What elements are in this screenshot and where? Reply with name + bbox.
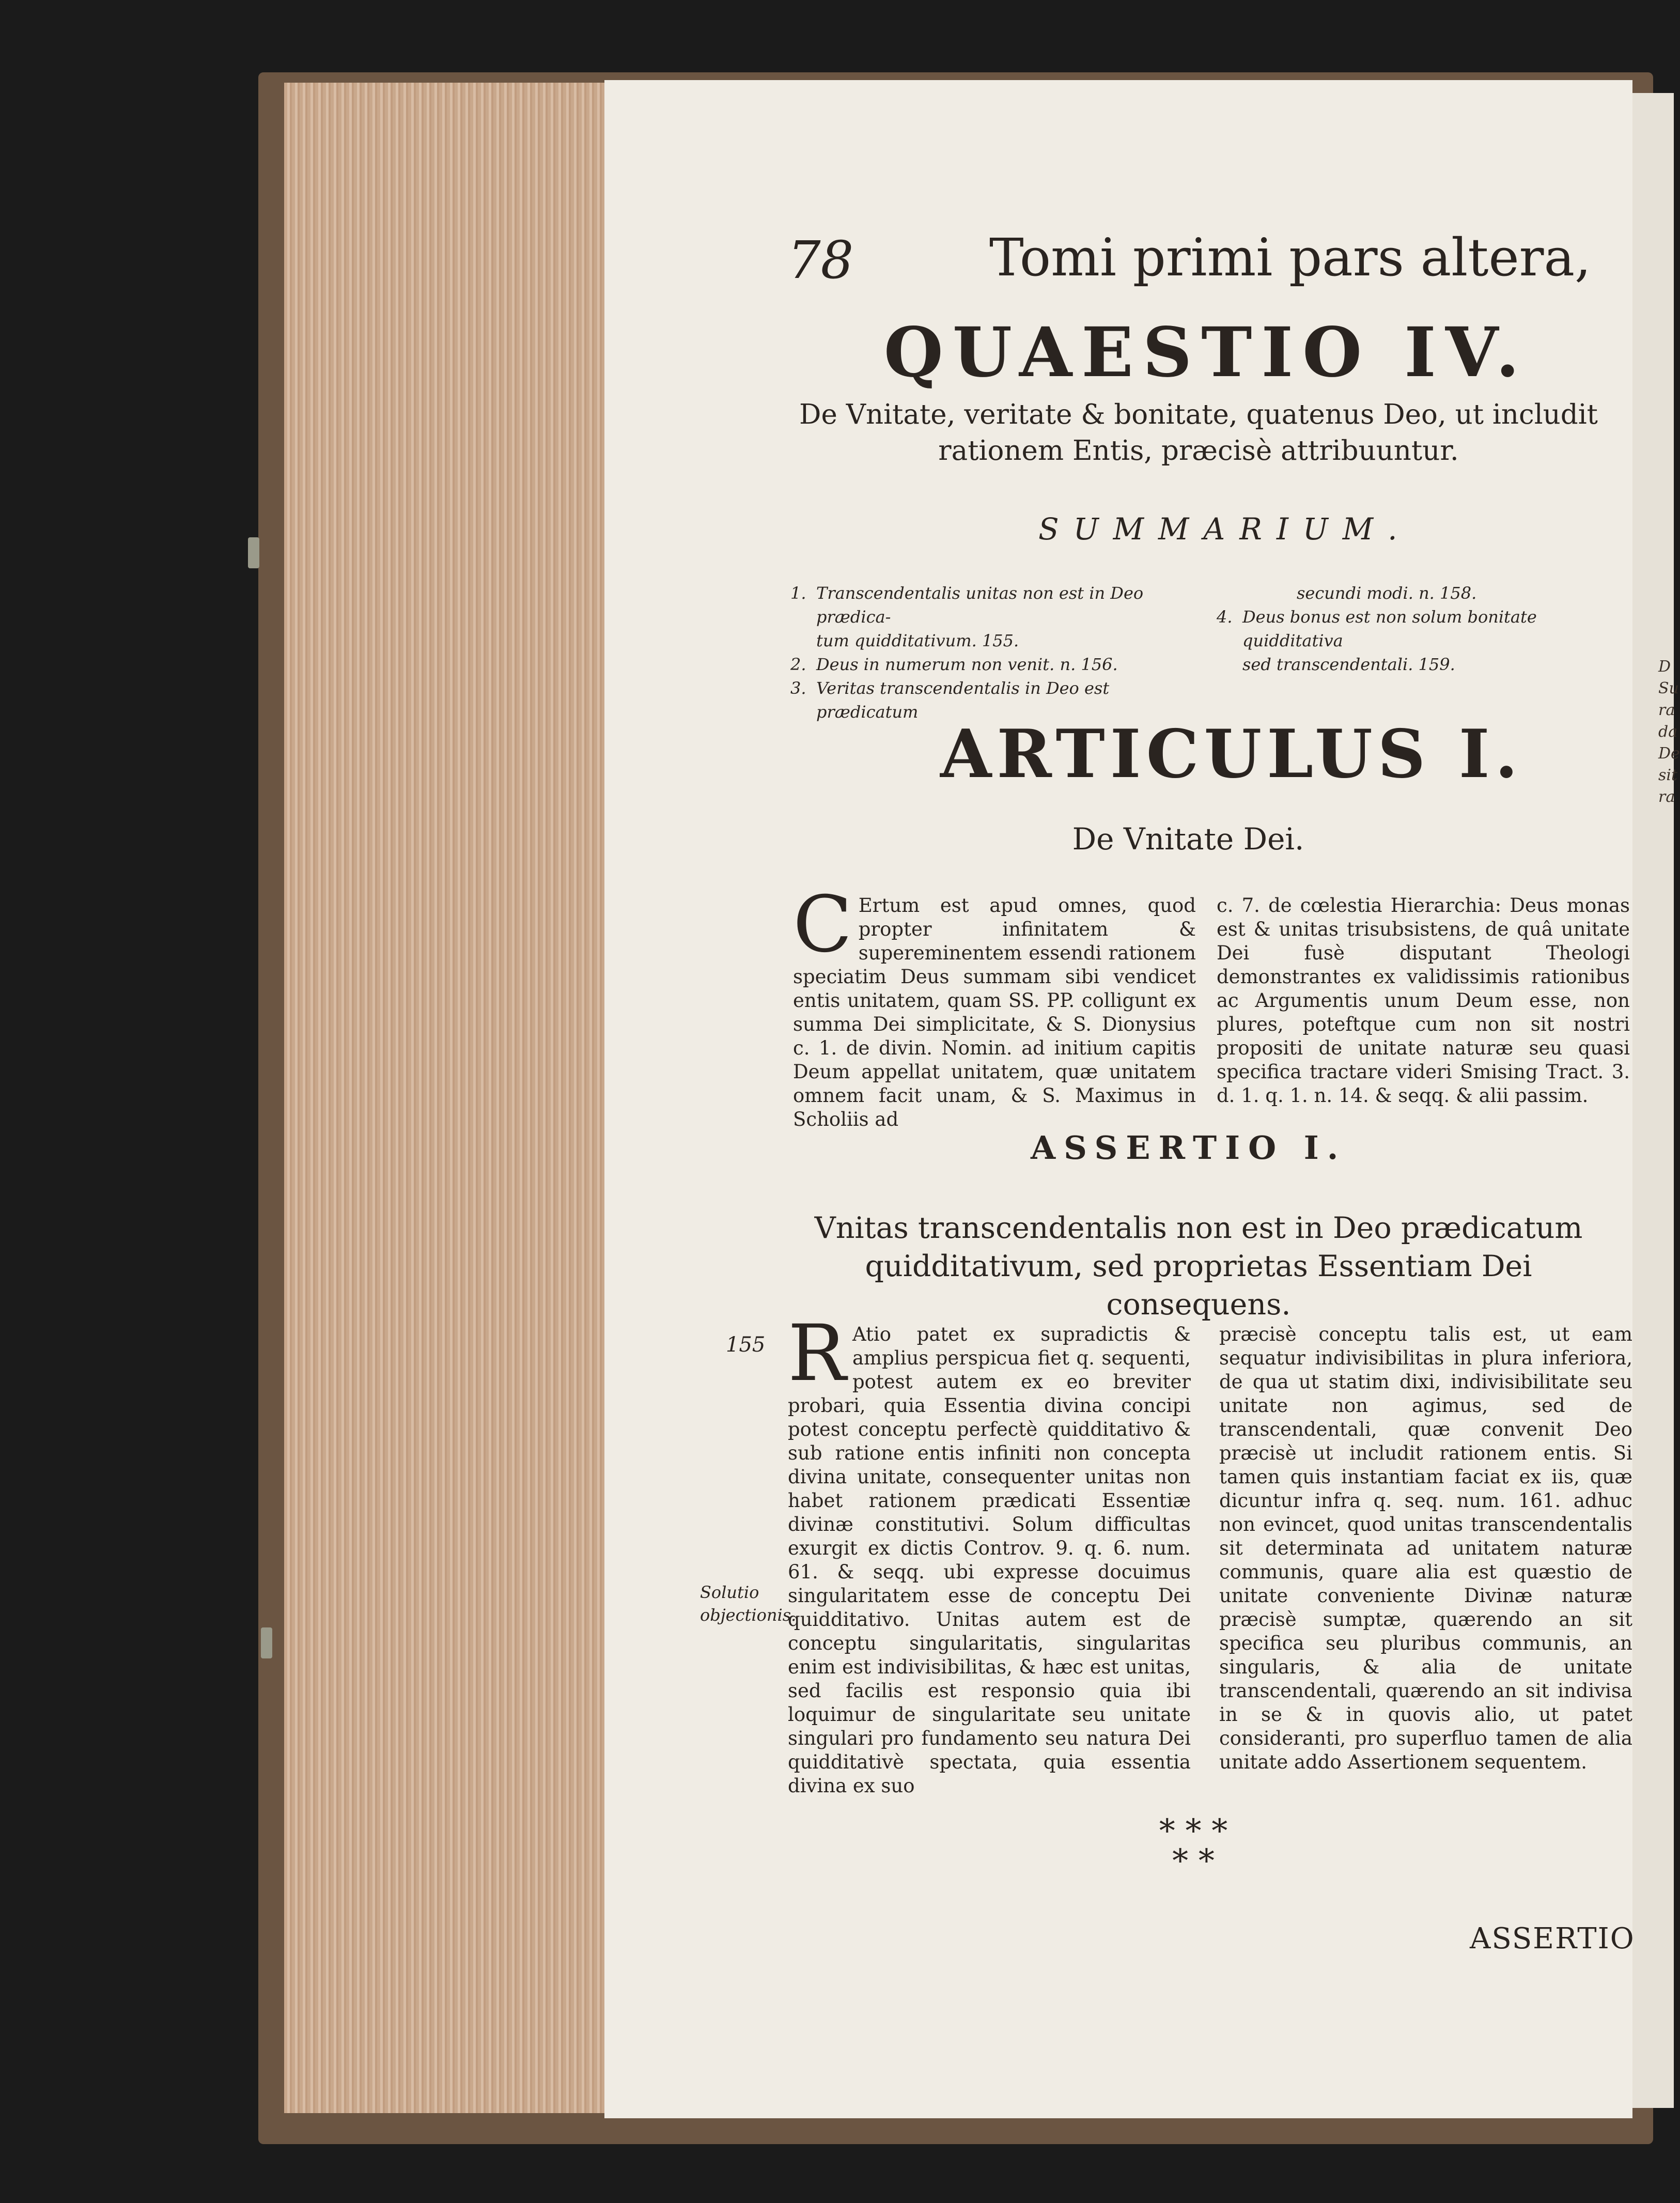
next-page-sliver: D Su ra da De sit ra	[1658, 658, 1680, 806]
paragraph-1-left-column	[793, 880, 1196, 1131]
next-page-edge	[1632, 93, 1674, 2108]
catchword: ASSERTIO	[1470, 1922, 1635, 1956]
paragraph-2-left-column	[788, 1309, 1191, 1798]
articulus-subtitle: De Vnitate Dei.	[1072, 821, 1304, 857]
summarium-item: 1. Transcendentalis unitas non est in Deo prædica-	[790, 583, 1144, 627]
summarium-right-column	[1217, 581, 1630, 676]
margin-number: 155	[726, 1333, 766, 1357]
drop-cap: C	[793, 880, 852, 970]
assertio-statement: Vnitas transcendentalis non est in Deo prædicatum quidditativum, sed proprietas Essentiam Dei consequens.	[814, 1211, 1583, 1322]
summarium-item-continued: sed transcendentali. 159.	[1242, 655, 1455, 674]
summarium-left-column	[790, 581, 1193, 724]
quaestio-subtitle: De Vnitate, veritate & bonitate, quatenus Deo, ut includit rationem Entis, præcisè attribuuntur.	[799, 399, 1598, 467]
summarium-item-continued: secundi modi. n. 158.	[1297, 583, 1477, 603]
drop-cap: R	[788, 1309, 846, 1399]
articulus-title: ARTICULUS I.	[940, 716, 1523, 793]
paragraph-text: Atio patet ex supradictis & amplius perspicua fiet q. sequenti, potest autem ex eo breviter probari, quia Essentia divina concipi potest conceptu perfectè quidditativo & sub ratione entis infiniti non concepta divina unitate, consequenter unitas non habet rationem prædicati Essentiæ divinæ constitutivi. Solum difficultas exurgit ex dictis Controv. 9. q. 6. num. 61. & seqq. ubi expresse docuimus singularitatem esse de conceptu Dei quidditativo. Unitas autem est de conceptu singularitatis, singularitas enim est indivisibilitas, & hæc est unitas, sed facilis est responsio quia ibi loquimur de singularitate seu unitate singulari pro fundamento seu natura Dei quidditativè spectata, quia essentia divina ex suo	[788, 1323, 1191, 1797]
page-number: 78	[788, 230, 854, 290]
clasp-top	[248, 537, 259, 568]
running-head: Tomi primi pars altera,	[989, 227, 1591, 288]
asterisk-ornament: * * * * *	[1159, 1812, 1228, 1880]
summarium-item-continued: tum quidditativum. 155.	[816, 631, 1019, 650]
summarium-item: 4. Deus bonus est non solum bonitate quidditativa	[1217, 607, 1537, 650]
summarium-title: SUMMARIUM.	[1038, 511, 1412, 547]
paragraph-text: Ertum est apud omnes, quod propter infinitatem & supereminentem essendi rationem speciatim Deus summam sibi vendicet entis unitatem, quam SS. PP. colligunt ex summa Dei simplicitate, & S. Dionysius c. 1. de divin. Nomin. ad initium capitis Deum appellat unitatem, quæ unitatem omnem facit unam, & S. Maximus in Scholiis ad	[793, 894, 1196, 1130]
paragraph-1-right-column: c. 7. de cœlestia Hierarchia: Deus monas est & unitas trisubsistens, de quâ unitate Dei fusè disputant Theologi demonstrantes ex validissimis rationibus ac Argumentis unum Deum esse, non plures, poteftque cum non sit nostri propositi de unitate naturæ seu quasi specifica tractare videri Smising Tract. 3. d. 1. q. 1. n. 14. & seqq. & alii passim.	[1217, 894, 1630, 1107]
paragraph-2-right-column: præcisè conceptu talis est, ut eam sequatur indivisibilitas in plura inferiora, de qua ut statim dixi, indivisibilitate seu unitate non agimus, sed de transcendentali, quæ convenit Deo præcisè ut includit rationem entis. Si tamen quis instantiam faciat ex iis, quæ dicuntur infra q. seq. num. 161. adhuc non evincet, quod unitas transcendentalis sit determinata ad unitatem naturæ communis, quare alia est quæstio de unitate conveniente Divinæ naturæ præcisè sumptæ, quærendo an sit specifica seu pluribus communis, an singularis, & alia de unitate transcendentali, quærendo an sit indivisa in se & in quovis alio, ut patet consideranti, pro superfluo tamen de alia unitate addo Assertionem sequentem.	[1219, 1323, 1632, 1773]
summarium-item: 3. Veritas transcendentalis in Deo est prædicatum	[790, 678, 1110, 722]
quaestio-title: QUAESTIO IV.	[883, 313, 1529, 393]
clasp-bottom	[261, 1627, 272, 1658]
margin-note: Solutio objectionis.	[700, 1583, 797, 1625]
page-edges	[284, 83, 604, 2113]
assertio-title: ASSERTIO I.	[1031, 1129, 1347, 1167]
summarium-item: 2. Deus in numerum non venit. n. 156.	[790, 655, 1118, 674]
